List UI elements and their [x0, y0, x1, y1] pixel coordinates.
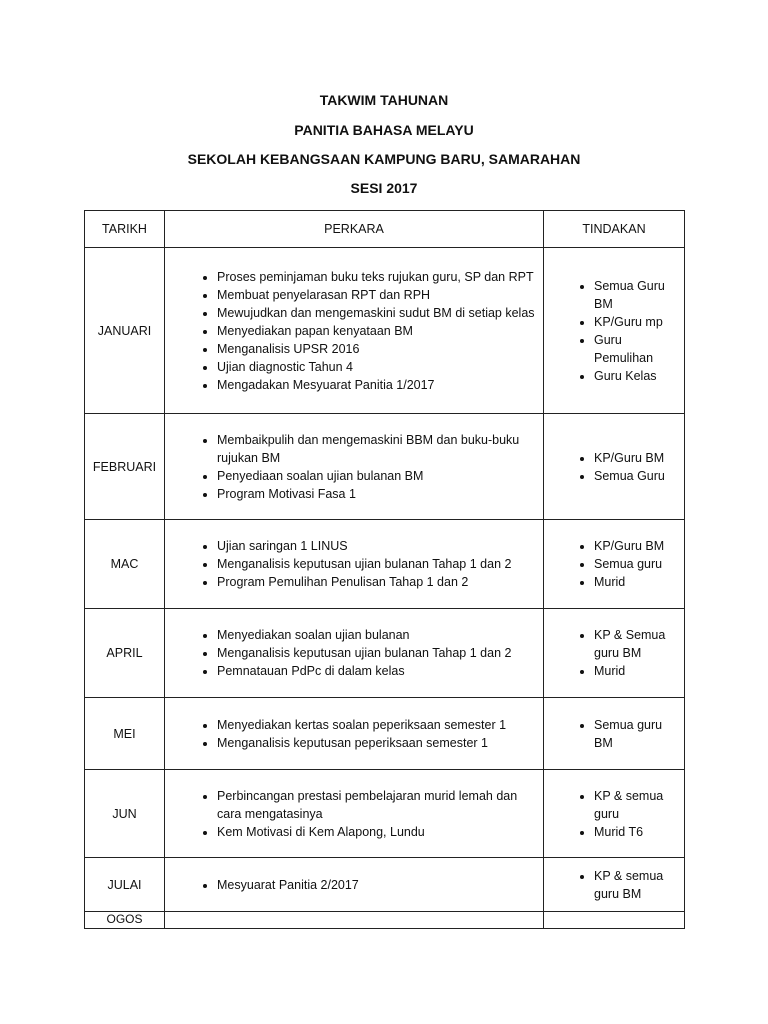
table-row	[85, 770, 685, 858]
table-row	[85, 248, 685, 414]
list-item: • Murid	[594, 573, 680, 591]
list-item: • Menganalisis keputusan ujian bulanan Tahap 1 dan 2	[217, 555, 537, 573]
list-item: • Menganalisis keputusan peperiksaan semester 1	[217, 734, 537, 752]
list-item: • Menyediakan kertas soalan peperiksaan semester 1	[217, 716, 537, 734]
list-item: • KP/Guru BM	[594, 537, 680, 555]
list-item: • Semua guru	[594, 555, 680, 573]
perkara-cell	[165, 698, 544, 770]
list-item: • Guru Pemulihan	[594, 331, 680, 367]
perkara-list	[165, 787, 543, 841]
list-item: • Pemnatauan PdPc di dalam kelas	[217, 662, 537, 680]
tindakan-cell	[544, 912, 685, 929]
list-item: • Menganalisis keputusan ujian bulanan Tahap 1 dan 2	[217, 644, 537, 662]
tindakan-cell	[544, 248, 685, 414]
tindakan-list	[544, 537, 684, 591]
list-item: • KP & Semua guru BM	[594, 626, 680, 662]
month-cell: APRIL	[85, 609, 165, 698]
perkara-cell	[165, 912, 544, 929]
list-item: • Murid T6	[594, 823, 680, 841]
month-cell: OGOS	[85, 912, 165, 929]
list-item: • Mesyuarat Panitia 2/2017	[217, 876, 537, 894]
list-item: • Proses peminjaman buku teks rujukan guru, SP dan RPT	[217, 268, 537, 286]
tindakan-cell	[544, 698, 685, 770]
panitia-heading: PANITIA BAHASA MELAYU	[294, 122, 474, 138]
perkara-cell	[165, 858, 544, 912]
list-item: • Murid	[594, 662, 680, 680]
list-item: • Perbincangan prestasi pembelajaran murid lemah dan cara mengatasinya	[217, 787, 537, 823]
tindakan-list	[544, 787, 684, 841]
list-item: • KP & semua guru	[594, 787, 680, 823]
perkara-list	[165, 431, 543, 503]
table-row	[85, 414, 685, 520]
tindakan-cell	[544, 414, 685, 520]
table-row	[85, 698, 685, 770]
takwim-table	[84, 210, 685, 929]
perkara-list	[165, 876, 543, 894]
tindakan-list	[544, 277, 684, 385]
month-cell: JULAI	[85, 858, 165, 912]
perkara-list	[165, 537, 543, 591]
list-item: • Menganalisis UPSR 2016	[217, 340, 537, 358]
tindakan-list	[544, 867, 684, 903]
perkara-cell	[165, 248, 544, 414]
list-item: • Membaikpulih dan mengemaskini BBM dan buku-buku rujukan BM	[217, 431, 537, 467]
list-item: • Semua Guru BM	[594, 277, 680, 313]
perkara-cell	[165, 770, 544, 858]
list-item: • Kem Motivasi di Kem Alapong, Lundu	[217, 823, 537, 841]
table-row	[85, 520, 685, 609]
session-heading: SESI 2017	[350, 180, 418, 196]
column-header-perkara: PERKARA	[165, 211, 544, 248]
list-item: • Ujian saringan 1 LINUS	[217, 537, 537, 555]
perkara-list	[165, 626, 543, 680]
list-item: • Semua guru BM	[594, 716, 680, 752]
table-header-row	[85, 211, 685, 248]
perkara-cell	[165, 414, 544, 520]
list-item: • Menyediakan papan kenyataan BM	[217, 322, 537, 340]
list-item: • KP/Guru BM	[594, 449, 680, 467]
column-header-tindakan: TINDAKAN	[544, 211, 685, 248]
list-item: • Ujian diagnostic Tahun 4	[217, 358, 537, 376]
month-cell: JUN	[85, 770, 165, 858]
list-item: • Menyediakan soalan ujian bulanan	[217, 626, 537, 644]
month-cell: MAC	[85, 520, 165, 609]
list-item: • Semua Guru	[594, 467, 680, 485]
perkara-list	[165, 268, 543, 394]
list-item: • KP/Guru mp	[594, 313, 680, 331]
perkara-cell	[165, 609, 544, 698]
table-row	[85, 858, 685, 912]
tindakan-list	[544, 449, 684, 485]
tindakan-cell	[544, 520, 685, 609]
table-row	[85, 609, 685, 698]
tindakan-cell	[544, 858, 685, 912]
perkara-list	[165, 716, 543, 752]
document-title: TAKWIM TAHUNAN	[319, 92, 449, 108]
tindakan-list	[544, 626, 684, 680]
tindakan-cell	[544, 609, 685, 698]
list-item: • Membuat penyelarasan RPT dan RPH	[217, 286, 537, 304]
list-item: • Guru Kelas	[594, 367, 680, 385]
tindakan-list	[544, 716, 684, 752]
month-cell: MEI	[85, 698, 165, 770]
month-cell: FEBRUARI	[85, 414, 165, 520]
list-item: • Mewujudkan dan mengemaskini sudut BM di setiap kelas	[217, 304, 537, 322]
list-item: • Penyediaan soalan ujian bulanan BM	[217, 467, 537, 485]
list-item: • Program Pemulihan Penulisan Tahap 1 dan 2	[217, 573, 537, 591]
table-row	[85, 912, 685, 929]
list-item: • Mengadakan Mesyuarat Panitia 1/2017	[217, 376, 537, 394]
month-cell: JANUARI	[85, 248, 165, 414]
tindakan-cell	[544, 770, 685, 858]
list-item: • KP & semua guru BM	[594, 867, 680, 903]
column-header-tarikh: TARIKH	[85, 211, 165, 248]
school-heading: SEKOLAH KEBANGSAAN KAMPUNG BARU, SAMARAHAN	[187, 151, 581, 167]
perkara-cell	[165, 520, 544, 609]
list-item: • Program Motivasi Fasa 1	[217, 485, 537, 503]
